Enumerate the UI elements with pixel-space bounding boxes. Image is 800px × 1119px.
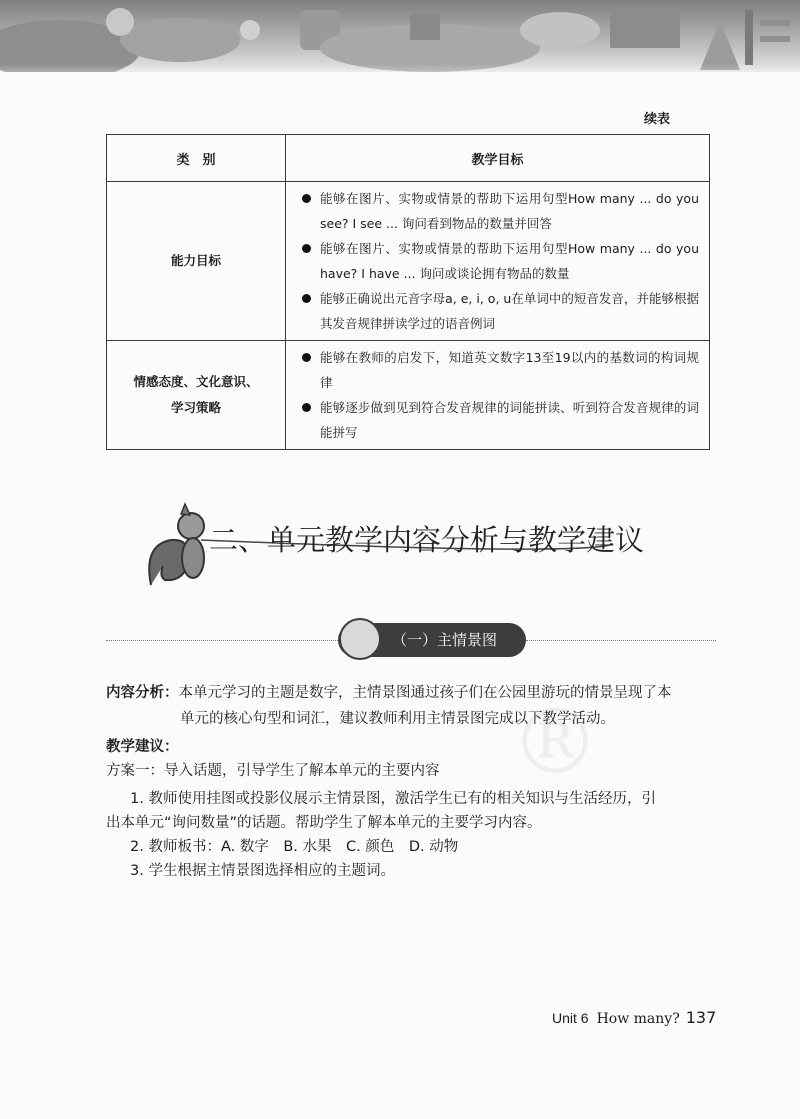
header-banner	[0, 0, 800, 72]
goal-item	[298, 186, 699, 236]
plan-one: 方案一：导入话题，引导学生了解本单元的主要内容	[106, 763, 440, 779]
header-goals: 教学目标	[286, 135, 710, 182]
goal-item	[298, 286, 699, 336]
page-number: 137	[685, 1008, 717, 1027]
bullet-icon	[302, 403, 311, 412]
watermark-registered-icon: ®	[510, 690, 600, 795]
category-ability: 能力目标	[107, 182, 286, 341]
bullet-icon	[302, 353, 311, 362]
goal-text: 能够正确说出元音字母a, e, i, o, u在单词中的短音发音，并能够根据其发音规律拼读学过的语音例词	[320, 291, 699, 331]
goal-items	[286, 341, 710, 450]
continued-label: 续表	[643, 112, 670, 127]
bullet-icon	[302, 244, 311, 253]
goal-text: 能够在图片、实物或情景的帮助下运用句型How many ... do you have? I have ... 询问或谈论拥有物品的数量	[320, 241, 699, 281]
suggestion-label: 教学建议：	[106, 739, 179, 755]
footer-title: How many?	[596, 1011, 680, 1027]
analysis-label: 内容分析：	[106, 685, 179, 701]
banner-illustration	[0, 0, 800, 72]
goal-items	[286, 182, 710, 341]
page-footer	[552, 1008, 716, 1027]
goal-text: 能够在教师的启发下，知道英文数字13至19以内的基数词的构词规律	[320, 350, 699, 390]
divider-left	[106, 640, 338, 641]
step-1: 1. 教师使用挂图或投影仪展示主情景图，激活学生已有的相关知识与生活经历，引	[130, 791, 656, 807]
divider-right	[526, 640, 716, 641]
analysis-text-cont: 单元的核心句型和词汇，建议教师利用主情景图完成以下教学活动。	[180, 711, 615, 727]
section-heading	[143, 500, 643, 610]
content-analysis	[106, 680, 716, 706]
table-row	[107, 341, 710, 450]
step-1-cont: 出本单元“询问数量”的话题。帮助学生了解本单元的主要学习内容。	[106, 815, 542, 831]
category-text: 情感态度、文化意识、学习策略	[133, 374, 259, 415]
header-category: 类 别	[107, 135, 286, 182]
goal-text: 能够逐步做到见到符合发音规律的词能拼读、听到符合发音规律的词能拼写	[320, 400, 699, 440]
bullet-icon	[302, 194, 311, 203]
step-3: 3. 学生根据主情景图选择相应的主题词。	[130, 863, 395, 879]
goal-item	[298, 345, 699, 395]
footer-unit: Unit 6	[552, 1010, 589, 1026]
table-row	[107, 182, 710, 341]
mascot-avatar-icon	[339, 618, 381, 660]
goal-item	[298, 236, 699, 286]
subsection-title: （一）主情景图	[392, 631, 498, 649]
goal-text: 能够在图片、实物或情景的帮助下运用句型How many ... do you see? I see ... 询问看到物品的数量并回答	[320, 191, 699, 231]
section-title: 二、单元教学内容分析与教学建议	[209, 523, 645, 557]
goal-item	[298, 395, 699, 445]
table-header-row	[107, 135, 710, 182]
category-attitude	[107, 341, 286, 450]
analysis-text: 本单元学习的主题是数字，主情景图通过孩子们在公园里游玩的情景呈现了本	[178, 685, 672, 701]
step-2: 2. 教师板书：A. 数字 B. 水果 C. 颜色 D. 动物	[130, 839, 459, 855]
banner-fade	[0, 64, 800, 94]
teaching-goals-table	[106, 134, 710, 450]
bullet-icon	[302, 294, 311, 303]
